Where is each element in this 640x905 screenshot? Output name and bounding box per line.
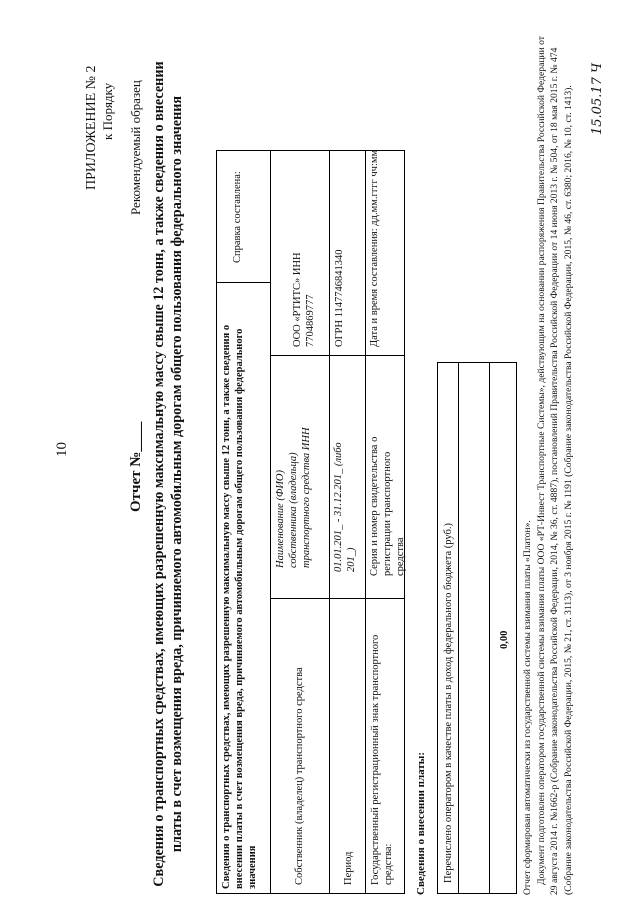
report-number: Отчет №____ <box>128 421 144 512</box>
table-header-right-cell <box>216 150 271 283</box>
table-row-value-cell <box>365 355 405 599</box>
table-row-value: Наименование (ФИО) собственника (владельца) транспортного средства ИНН <box>275 427 313 568</box>
payments-value-cell <box>489 362 517 894</box>
table-row-label-cell <box>365 598 405 894</box>
appendix-title: ПРИЛОЖЕНИЕ № 2 <box>84 65 99 190</box>
payments-column-header: Перечислено оператором в качестве платы в доход федерального бюджета (руб.) <box>443 523 454 883</box>
payments-heading: Сведения о внесении платы: <box>415 751 427 895</box>
table-row-right: ОГРН 1147746841340 <box>334 249 345 347</box>
table-row-right: Дата и время составления: дд.мм.гггг чч:мм <box>369 149 380 347</box>
payments-empty-cell <box>458 362 490 894</box>
appendix-subtitle: к Порядку <box>100 82 115 140</box>
table-header-right-label: Справка составлена: <box>232 171 243 263</box>
table-row-label: Период <box>343 851 354 885</box>
table-row-value: 01.01.201_ - 31.12.201_ (либо 201_) <box>333 442 358 572</box>
table-row-label: Собственник (владелец) транспортного средства <box>294 667 305 885</box>
table-row-right-cell <box>329 150 366 356</box>
table-row-label-cell <box>329 598 366 894</box>
table-row-label-cell <box>270 598 330 894</box>
payments-value: 0,00 <box>499 630 510 649</box>
sample-label: Рекомендуемый образец <box>128 80 143 215</box>
table-header-cell <box>216 282 271 894</box>
table-row-right-cell <box>365 150 405 356</box>
payments-column-cell <box>437 362 459 894</box>
handwritten-signature: 15.05.17 Ч <box>590 62 605 135</box>
footnote-legal: Документ подготовлен оператором государственной системы взимания платы ООО «РТ-Инвест Транспортные Системы», действующим на основании распоряжения Правительства Российской Федерации от 29 августа 2014 г. №1662-р (Собрание законодательства Российской Федерации, 2014, № 36, ст. 4887), постановлений Правительства Российской Федерации от 14 июня 2013 г. № 504, от 18 мая 2015 г. № 474 (Собрание законодательства Российской Федерации, 2015, № 21, ст. 3113), от 3 ноября 2015 г. № 1191 (Собрание законодательства Российской Федерации, 2015, № 46, ст. 6380; 2016, № 10, ст. 1413). <box>536 36 574 895</box>
table-row-value: Серия и номер свидетельства о регистрации транспортного средства <box>369 436 407 576</box>
table-row-value-cell <box>270 355 330 599</box>
table-row-value-cell <box>329 355 366 599</box>
table-row-right-cell <box>270 150 330 356</box>
table-header-text: Сведения о транспортных средствах, имеющих разрешенную максимальную массу свыше 12 тонн, а также сведения о внесении платы в счет возмещения вреда, причиняемого автомобильным дорогам общего пользования федерального значения <box>221 324 259 889</box>
footnote-auto: Отчет сформирован автоматически из государственной системы взимания платы «Платон». <box>522 520 533 895</box>
table-row-label: Государственный регистрационный знак транспортного средства: <box>370 634 395 885</box>
document-heading: Сведения о транспортных средствах, имеющих разрешенную максимальную массу свыше 12 тонн, а также сведения о внесении платы в счет возмещения вреда, причиняемого автомобильным дорогам общего пользования федерального значения <box>151 61 186 887</box>
page-number: 10 <box>54 442 70 457</box>
table-row-right: ООО «РТИТС» ИНН 7704869777 <box>292 252 317 347</box>
